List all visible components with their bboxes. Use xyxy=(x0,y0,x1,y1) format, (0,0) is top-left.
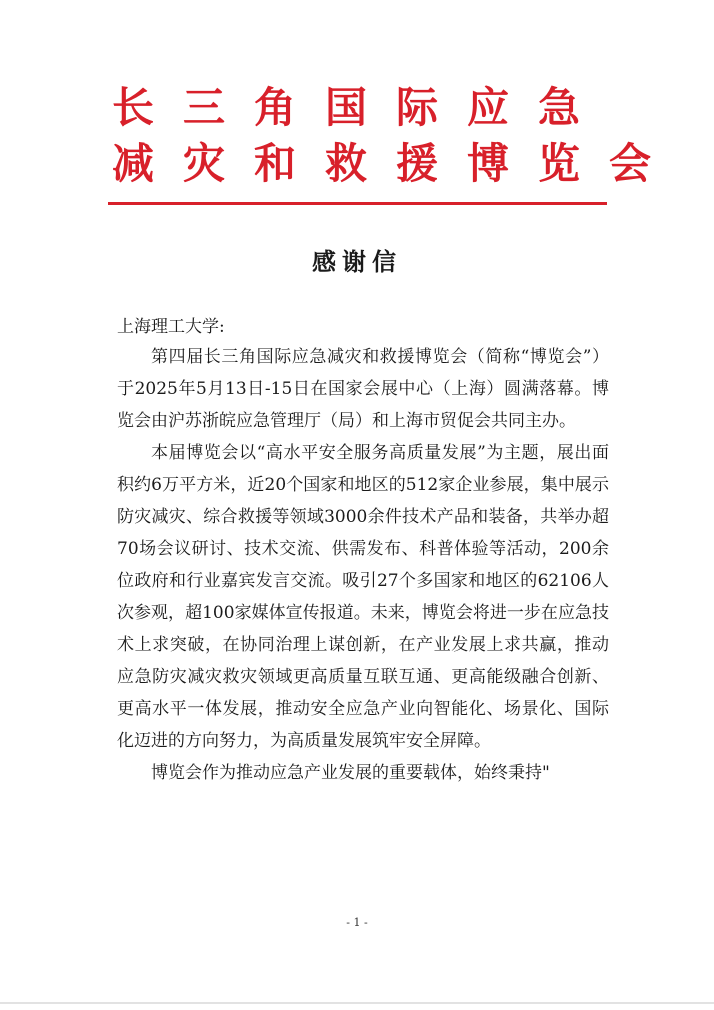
page-edge xyxy=(0,1002,714,1004)
letterhead-char: 和 xyxy=(254,139,297,188)
document-title: 感谢信 xyxy=(312,247,402,276)
letterhead-char: 际 xyxy=(396,83,439,132)
letterhead-line-1 xyxy=(112,80,617,136)
letterhead-char: 灾 xyxy=(183,139,226,188)
letterhead-char: 长 xyxy=(112,83,155,132)
letterhead-char: 国 xyxy=(325,83,368,132)
letterhead-char: 救 xyxy=(325,139,368,188)
letterhead-char: 角 xyxy=(254,83,297,132)
letterhead-char: 会 xyxy=(609,139,652,188)
letterhead-char: 三 xyxy=(183,83,226,132)
letter-body xyxy=(117,341,609,789)
letterhead-char: 援 xyxy=(396,139,439,188)
salutation: 上海理工大学: xyxy=(117,317,225,337)
paragraph: 第四届长三角国际应急减灾和救援博览会（简称“博览会”）于2025年5月13日-15日在国家会展中心（上海）圆满落幕。博览会由沪苏浙皖应急管理厅（局）和上海市贸促会共同主办。 xyxy=(117,347,609,431)
letterhead-divider xyxy=(108,202,607,205)
page-number: - 1 - xyxy=(346,916,368,929)
letterhead-char: 急 xyxy=(538,83,581,132)
letterhead-char: 博 xyxy=(467,139,510,188)
letterhead-title xyxy=(112,80,652,192)
paragraph: 本届博览会以“高水平安全服务高质量发展”为主题，展出面积约6万平方米，近20个国家和地区的512家企业参展，集中展示防灾减灾、综合救援等领域3000余件技术产品和装备，共举办超70场会议研讨、技术交流、供需发布、科普体验等活动，200余位政府和行业嘉宾发言交流。吸引27个多国家和地区的62106人次参观，超100家媒体宣传报道。未来，博览会将进一步在应急技术上求突破，在协同治理上谋创新，在产业发展上求共赢，推动应急防灾减灾救灾领域更高质量互联互通、更高能级融合创新、更高水平一体发展，推动安全应急产业向智能化、场景化、国际化迈进的方向努力，为高质量发展筑牢安全屏障。 xyxy=(117,443,609,751)
letterhead-char: 应 xyxy=(467,83,510,132)
letterhead-char: 览 xyxy=(538,139,581,188)
letterhead-line-2 xyxy=(112,136,652,192)
paragraph: 博览会作为推动应急产业发展的重要载体，始终秉持" xyxy=(151,763,550,783)
letterhead-char: 减 xyxy=(112,139,155,188)
